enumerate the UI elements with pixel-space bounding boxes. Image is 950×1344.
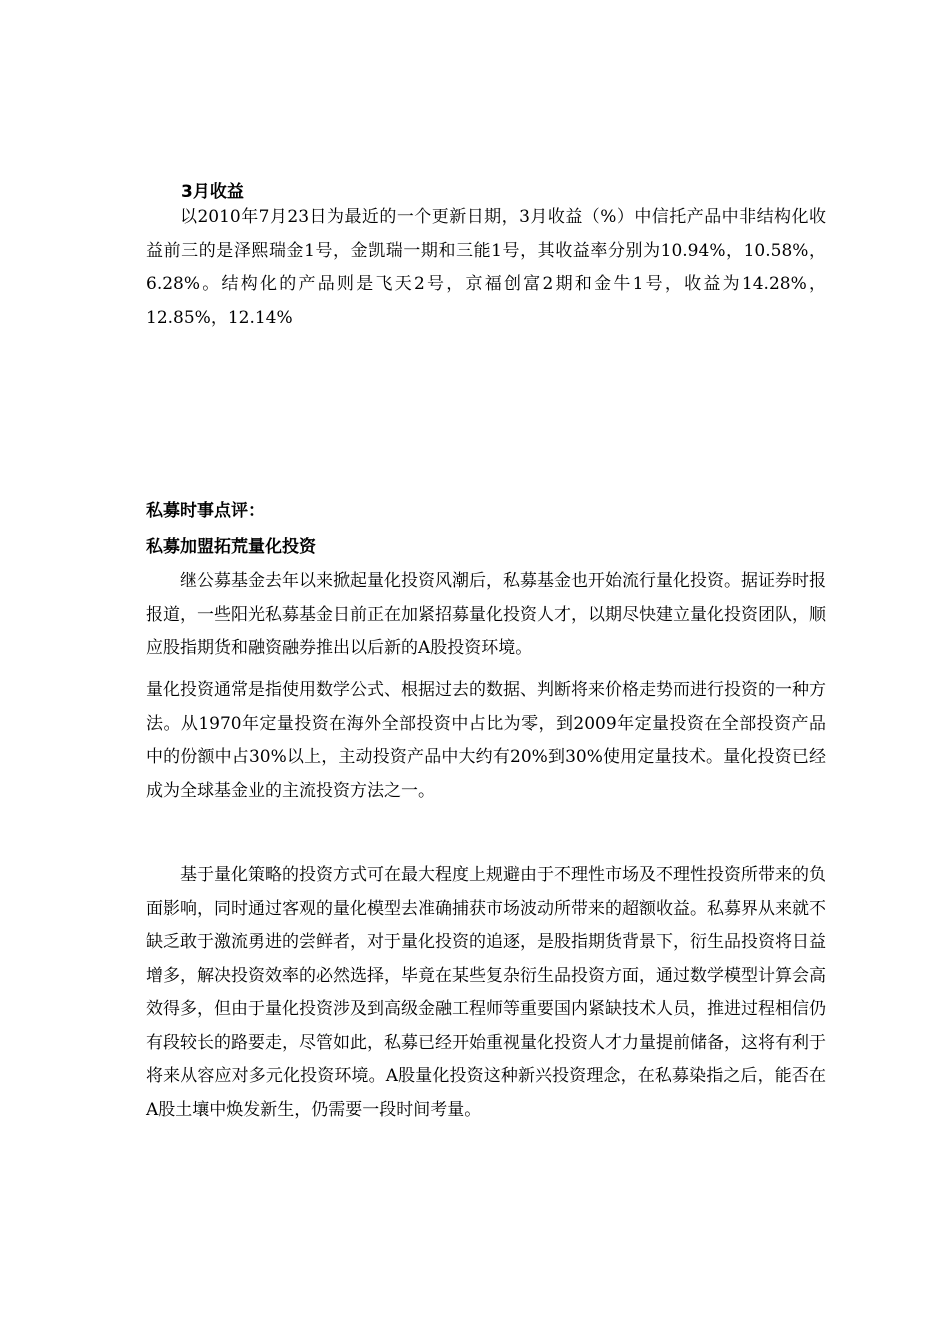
article-paragraph-2: 量化投资通常是指使用数学公式、根据过去的数据、判断将来价格走势而进行投资的一种方法。从1970年定量投资在海外全部投资中占比为零，到2009年定量投资在全部投资产品中的份额中占30%以上，主动投资产品中大约有20%到30%使用定量技术。量化投资已经成为全球基金业的主流投资方法之一。: [146, 680, 826, 801]
article-paragraph-1: 继公募基金去年以来掀起量化投资风潮后，私募基金也开始流行量化投资。据证券时报报道，一些阳光私募基金日前正在加紧招募量化投资人才，以期尽快建立量化投资团队，顺应股指期货和融资融券推出以后新的A股投资环境。: [146, 571, 826, 658]
article-paragraph-3: 基于量化策略的投资方式可在最大程度上规避由于不理性市场及不理性投资所带来的负面影响，同时通过客观的量化模型去准确捕获市场波动所带来的超额收益。私募界从来就不缺乏敢于激流勇进的尝鲜者，对于量化投资的追逐，是股指期货背景下，衍生品投资将日益增多，解决投资效率的必然选择，毕竟在某些复杂衍生品投资方面，通过数学模型计算会高效得多，但由于量化投资涉及到高级金融工程师等重要国内紧缺技术人员，推进过程相信仍有段较长的路要走，尽管如此，私募已经开始重视量化投资人才力量提前储备，这将有利于将来从容应对多元化投资环境。A股量化投资这种新兴投资理念，在私募染指之后，能否在A股土壤中焕发新生，仍需要一段时间考量。: [146, 865, 826, 1120]
commentary-heading: 私募时事点评：: [146, 501, 265, 521]
article-title: 私募加盟拓荒量化投资: [146, 537, 316, 557]
march-returns-heading: 3月收益: [181, 182, 244, 202]
march-returns-paragraph: 以2010年7月23日为最近的一个更新日期，3月收益（%）中信托产品中非结构化收益前三的是泽熙瑞金1号，金凯瑞一期和三能1号，其收益率分别为10.94%，10.58%，6.28%。结构化的产品则是飞天2号，京福创富2期和金牛1号，收益为14.28%，12.85%，12.14%: [146, 207, 826, 328]
